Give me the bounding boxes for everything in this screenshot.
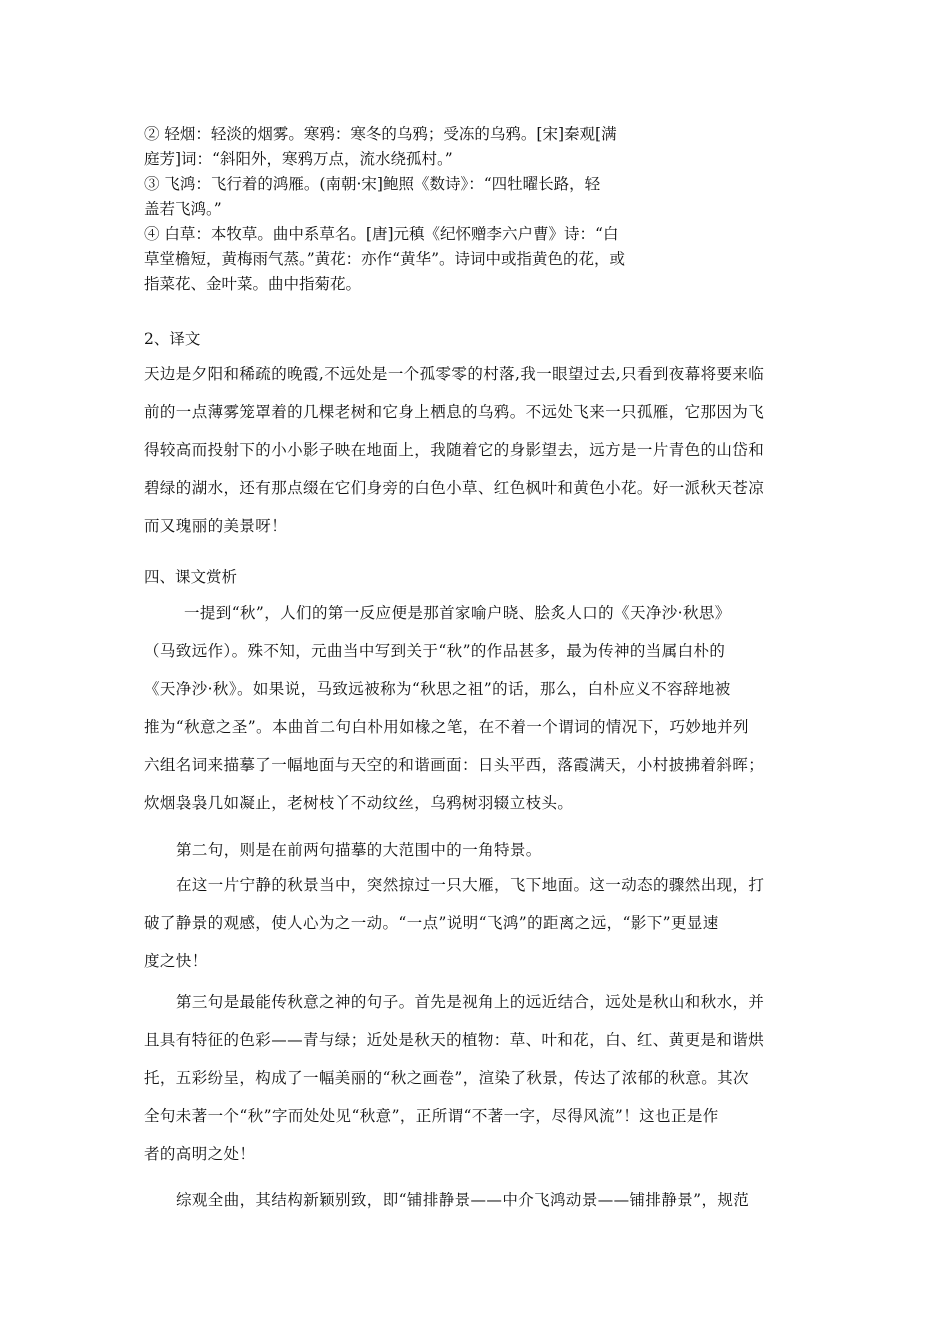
analysis-paragraph-5 (144, 1181, 808, 1219)
annotation-notes (144, 122, 724, 297)
translation-line: 天边是夕阳和稀疏的晚霞,不远处是一个孤零零的村落,我一眼望过去,只看到夜幕将要来临 (144, 365, 765, 383)
translation-line: 得较高而投射下的小小影子映在地面上，我随着它的身影望去，远方是一片青色的山岱和 (144, 441, 765, 459)
analysis-heading: 四、课文赏析 (144, 568, 238, 586)
translation-line: 前的一点薄雾笼罩着的几棵老树和它身上栖息的乌鸦。不远处飞来一只孤雁，它那因为飞 (144, 403, 765, 421)
analysis-line: 度之快！ (144, 952, 208, 970)
translation-heading: 2、译文 (144, 330, 201, 348)
analysis-line: 推为“秋意之圣”。本曲首二句白朴用如椽之笔，在不着一个谓词的情况下，巧妙地并列 (144, 718, 749, 736)
analysis-line: 破了静景的观感，使人心为之一动。“一点”说明“飞鸿”的距离之远，“影下”更显速 (144, 914, 719, 932)
analysis-line: 六组名词来描摹了一幅地面与天空的和谐画面：日头平西，落霞满天，小村披拂着斜晖； (144, 756, 765, 774)
analysis-paragraph-4 (144, 983, 808, 1173)
analysis-paragraph-1 (144, 594, 808, 822)
analysis-line: 综观全曲，其结构新颖别致，即“铺排静景——中介飞鸿动景——铺排静景”，规范 (176, 1191, 750, 1209)
analysis-line: （马致远作）。殊不知，元曲当中写到关于“秋”的作品甚多，最为传神的当属白朴的 (144, 642, 726, 660)
analysis-line: 且具有特征的色彩——青与绿；近处是秋天的植物：草、叶和花，白、红、黄更是和谐烘 (144, 1031, 765, 1049)
note-line: ③ 飞鸿：飞行着的鸿雁。(南朝·宋]鲍照《数诗》：“四牡曜长路，轻 (144, 175, 601, 193)
analysis-line: 第三句是最能传秋意之神的句子。首先是视角上的远近结合，远处是秋山和秋水，并 (176, 993, 765, 1011)
analysis-line: 托，五彩纷呈，构成了一幅美丽的“秋之画卷”，渲染了秋景，传达了浓郁的秋意。其次 (144, 1069, 749, 1087)
analysis-line: 者的高明之处！ (144, 1145, 256, 1163)
note-line: 草堂檐短，黄梅雨气蒸。”黄花：亦作“黄华”。诗词中或指黄色的花，或 (144, 250, 626, 268)
analysis-line: 《天净沙·秋》。如果说，马致远被称为“秋思之祖”的话，那么，白朴应义不容辞地被 (144, 680, 731, 698)
note-line: 庭芳]词：“斜阳外，寒鸦万点，流水绕孤村。” (144, 150, 453, 168)
note-line: ② 轻烟：轻淡的烟雾。寒鸦：寒冬的乌鸦；受冻的乌鸦。[宋]秦观[满 (144, 125, 617, 143)
analysis-line: 一提到“秋”，人们的第一反应便是那首家喻户晓、脍炙人口的《天净沙·秋思》 (184, 604, 731, 622)
note-line: ④ 白草：本牧草。曲中系草名。[唐]元稹《纪怀赠李六户曹》诗：“白 (144, 225, 619, 243)
analysis-paragraph-2 (144, 831, 808, 869)
analysis-line: 全句未著一个“秋”字而处处见“秋意”，正所谓“不著一字，尽得风流”！这也正是作 (144, 1107, 719, 1125)
translation-text (144, 355, 808, 545)
analysis-paragraph-3 (144, 866, 808, 980)
translation-line: 而又瑰丽的美景呀！ (144, 517, 288, 535)
translation-line: 碧绿的湖水，还有那点缀在它们身旁的白色小草、红色枫叶和黄色小花。好一派秋天苍凉 (144, 479, 765, 497)
analysis-line: 在这一片宁静的秋景当中，突然掠过一只大雁，飞下地面。这一动态的骤然出现，打 (176, 876, 765, 894)
analysis-line: 炊烟袅袅几如凝止，老树枝丫不动纹丝，乌鸦树羽辍立枝头。 (144, 794, 574, 812)
note-line: 指菜花、金叶菜。曲中指菊花。 (144, 275, 362, 293)
analysis-line: 第二句，则是在前两句描摹的大范围中的一角特景。 (176, 841, 542, 859)
note-line: 盖若飞鸿。” (144, 200, 222, 218)
